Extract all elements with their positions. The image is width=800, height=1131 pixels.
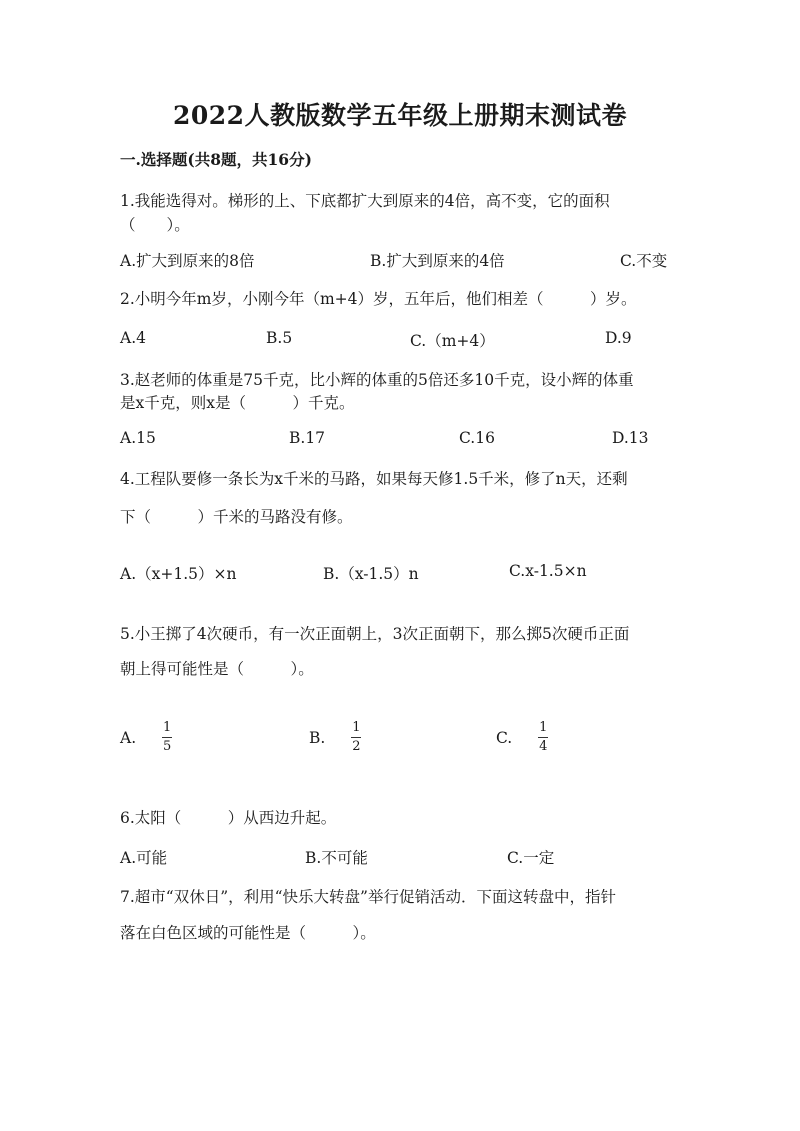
question-3-option-c: C.16: [459, 429, 495, 447]
question-4-line-1: 4.工程队要修一条长为x千米的马路，如果每天修1.5千米，修了n天，还剩: [120, 470, 628, 488]
question-1-option-c: C.不变: [620, 252, 668, 270]
fraction: [351, 721, 361, 754]
fraction-bar: [538, 737, 548, 738]
fraction-denominator: 2: [352, 739, 361, 754]
question-1-line-1: 1.我能选得对。梯形的上、下底都扩大到原来的4倍，高不变，它的面积: [120, 192, 610, 210]
question-3-line-2: 是x千克，则x是（ ）千克。: [120, 394, 355, 412]
question-6-option-a: A.可能: [120, 849, 168, 867]
fraction-bar: [162, 737, 172, 738]
question-4-line-2: 下（ ）千米的马路没有修。: [120, 508, 353, 526]
fraction-numerator: 1: [539, 720, 548, 735]
exam-title: 2022人教版数学五年级上册期末测试卷: [172, 101, 628, 130]
question-3-line-1: 3.赵老师的体重是75千克，比小辉的体重的5倍还多10千克，设小辉的体重: [120, 371, 634, 389]
question-1-option-a: A.扩大到原来的8倍: [120, 252, 255, 270]
question-2-option-d: D.9: [605, 329, 632, 347]
fraction-denominator: 4: [539, 739, 548, 754]
question-2-option-b: B.5: [266, 329, 293, 347]
question-3-option-b: B.17: [289, 429, 326, 447]
question-7-line-1: 7.超市“双休日”，利用“快乐大转盘”举行促销活动．下面这转盘中，指针: [120, 888, 616, 906]
question-4-option-a: A.（x+1.5）×n: [120, 565, 237, 583]
question-5-line-2: 朝上得可能性是（ ）。: [120, 660, 314, 678]
question-6-option-b: B.不可能: [305, 849, 368, 867]
question-1-line-2: （ ）。: [120, 216, 190, 234]
section-heading: 一.选择题(共8题，共16分): [120, 150, 312, 169]
question-4-option-c: C.x-1.5×n: [509, 562, 587, 580]
question-5-line-1: 5.小王掷了4次硬币，有一次正面朝上，3次正面朝下，那么掷5次硬币正面: [120, 625, 630, 643]
question-2-line-1: 2.小明今年m岁，小刚今年（m+4）岁，五年后，他们相差（ ）岁。: [120, 290, 637, 308]
question-2-option-a: A.4: [120, 329, 146, 347]
question-6-option-c: C.一定: [507, 849, 555, 867]
fraction-numerator: 1: [162, 720, 172, 735]
fraction-denominator: 5: [162, 739, 172, 754]
question-3-option-d: D.13: [612, 429, 649, 447]
question-7-line-2: 落在白色区域的可能性是（ ）。: [120, 924, 376, 942]
question-5-option-a: [120, 721, 172, 754]
question-5-option-b: [309, 721, 361, 754]
question-4-option-b: B.（x-1.5）n: [323, 565, 419, 583]
option-label: A.: [120, 728, 137, 747]
question-1-option-b: B.扩大到原来的4倍: [370, 252, 505, 270]
question-3-option-a: A.15: [120, 429, 156, 447]
option-label: B.: [309, 728, 326, 747]
question-5-option-c: [496, 721, 548, 754]
fraction-numerator: 1: [352, 720, 361, 735]
fraction-bar: [351, 737, 361, 738]
fraction: [538, 721, 548, 754]
question-6-line-1: 6.太阳（ ）从西边升起。: [120, 809, 337, 827]
fraction: [162, 721, 172, 754]
question-2-option-c: C.（m+4）: [410, 332, 495, 350]
option-label: C.: [496, 728, 513, 747]
